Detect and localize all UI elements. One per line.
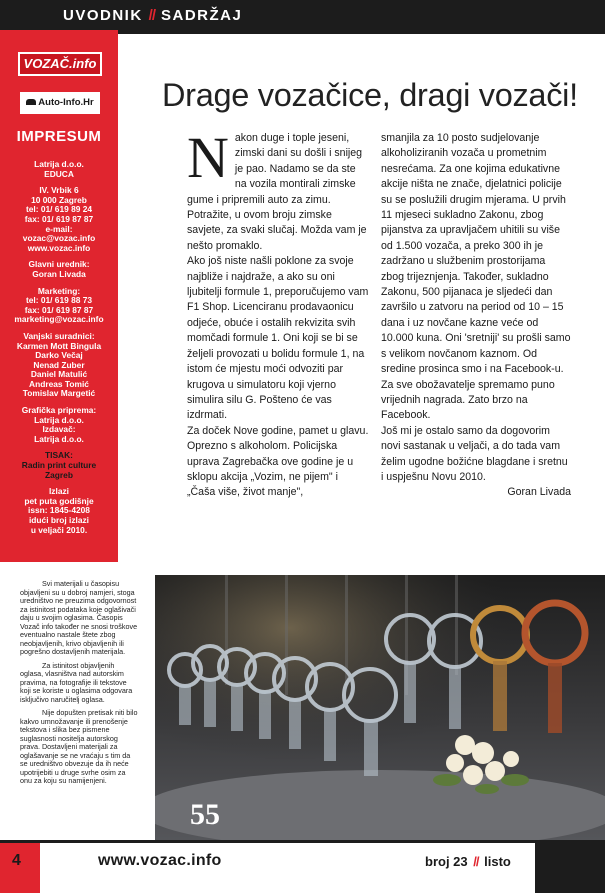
article-paragraph: smanjila za 10 posto sudjelovanje alkoholiziranih vozača u prometnim nesrećama. Za one kojima edukativne akcije ništa ne znače, djelatnici policije su se poslužili drugim mjerama. U prvih 11 mjeseci sukladno Zakonu, zbog pijanstva za upravljačem uhitili su više od 1.500 vozača, a preko 300 ih je zadržano u službenim prostorijama zbog trijeznjenja. Također, sukladno Zakonu, 500 pijanaca je sljedeći dan završilo u zatvoru na period od 10 – 15 dana i uz novčane kazne veće od 10.000 kuna. Oni 'sretniji' su prošli samo s velikom novčanom kaznom. Od sredine prosinca smo i na Facebook-u. Za sve obožavatelje spremamo puno vrijednih nagrada. Zato brzo na Facebook. [381,132,571,422]
impresum-line: IV. Vrbik 6 [39,185,79,196]
impresum-line: Vanjski suradnici: [23,330,95,341]
disclaimer [20,580,138,791]
footer-issue-month: listo [484,854,511,869]
impresum-line: Darko Večaj [35,350,83,361]
impresum-line: tel: 01/ 619 88 73 [25,295,93,306]
impresum-line: issn: 1845-4208 [28,505,90,516]
footer-dark-bar [535,843,605,893]
impresum-line: fax: 01/ 619 87 87 [24,213,94,224]
drop-cap: N [187,125,229,190]
article-paragraph: Za doček Nove godine, pamet u glavu. Oprezno s alkoholom. Policijska uprava Zagrebačka ove godine je u sklopu akcija „Vozim, ne pijem" i „Čaša više, život manje", [187,424,369,499]
impresum-line: Nenad Zuber [33,359,85,370]
article-paragraph: Ako još niste našli poklone za svoje najbliže i najdraže, a ako su oni ljubitelji formule 1, preporučujemo vam F1 Shop. Licenciranu prodavaonicu odjeće, obuće i ostalih rekvizita svih momčadi formule 1. Oni koji se bi se željeli provozati u bolidu formule 1, na istom će mjestu moći odvoziti par krugova u simulatoru koji vjerno simulira silu G. Pošteno će vas izdrmati. [187,255,369,422]
impresum-line: Latrija d.o.o. [34,433,84,444]
car-icon [26,99,36,105]
autoinfo-logo [20,92,100,114]
article-title: Drage vozačice, dragi vozači! [162,77,578,113]
impresum-line: TISAK: [45,450,73,461]
issue-number-overlay: 55 [190,798,220,831]
impresum-heading: IMPRESUM [16,128,102,145]
footer-issue [425,854,511,869]
impresum-block [4,160,114,179]
impresum-line: Tomislav Margetić [22,388,96,399]
article-paragraph: akon duge i tople jeseni, zimski dani su došli i snijeg je pao. Nadamo se da ste na vozila montirali zimske gume i pripremili auto za zimu. Potražite, u ovom broju zimske savjete, za svaki slučaj. Možda vam je nešto promaklo. [187,132,367,252]
impresum-line: Latrija d.o.o. [34,414,84,425]
impresum-line: Izdavač: [42,424,76,435]
section-title [63,7,242,24]
impresum-block [4,186,114,253]
impresum-line: Latrija d.o.o. [34,159,84,169]
impresum-line: Zagreb [45,469,73,480]
section-label-sadrzaj: SADRŽAJ [161,7,243,24]
impresum-block [4,332,114,399]
impresum-line: tel: 01/ 619 89 24 [25,204,93,215]
impresum-line: Goran Livada [32,268,86,279]
impresum-line: Radin print culture [21,460,97,471]
article-column-2 [381,131,571,501]
footer-separator: // [473,854,479,869]
impresum-line: Glavni urednik: [28,259,90,270]
trophies-photo-illustration [155,575,605,840]
impresum-line: u veljači 2010. [30,524,88,535]
impresum-line: vozac@vozac.info [22,233,96,244]
impresum-line: EDUCA [44,168,74,179]
page-number: 4 [12,852,21,869]
impresum-block [4,260,114,279]
autoinfo-logo-text: Auto-Info.Hr [38,97,94,108]
footer-issue-number: broj 23 [425,854,468,869]
disclaimer-paragraph: Za istinitost objavljenih oglasa, vlasništva nad autorskim pravima, na fotografije ili tekstove koji se koriste u oglasima odgovara isključivo naručitelj oglasa. [20,660,133,704]
article-signature: Goran Livada [507,486,571,499]
impresum-line: idući broj izlazi [28,515,90,525]
impresum-line: Grafička priprema: [21,405,97,416]
disclaimer-paragraph: Nije dopušten pretisak niti bilo kakvo umnožavanje ili prenošenje tekstova i slika bez pismene suglasnosti nositelja autorskog prava. Dostavljeni materijali za oglašavanje se ne vraćaju s tim da se uredništvo obvezuje da ih neće upotrijebiti u druge svrhe osim za onu za koju su namijenjeni. [20,708,138,785]
impresum-line: 10 000 Zagreb [31,194,87,205]
impresum-details [4,160,114,542]
impresum-line: e-mail: [45,223,73,234]
impresum-line: Andreas Tomić [29,378,89,389]
impresum-block [4,487,114,535]
footer-url-link[interactable]: www.vozac.info [98,852,222,869]
impresum-line: Daniel Matulić [30,369,88,380]
impresum-block [4,406,114,444]
article-paragraph: Još mi je ostalo samo da dogovorim novi sastanak u veljači, a do tada vam želim ugodne božićne blagdane i sretnu i uspješnu Novu 2010. [381,424,568,483]
footer-rule [0,840,605,843]
impresum-block [4,451,114,480]
impresum-line: www.vozac.info [27,242,91,253]
section-label-uvodnik: UVODNIK [63,7,143,24]
vozac-logo: VOZAČ.info [18,52,102,76]
impresum-line: Izlazi [48,486,69,497]
impresum-line: Karmen Mott Bingula [16,340,102,351]
impresum-line: fax: 01/ 619 87 87 [24,304,94,315]
section-separator: // [148,7,156,24]
disclaimer-paragraph: Svi materijali u časopisu objavljeni su u dobroj namjeri, stoga uredništvo ne preuzima odgovornost za istinitost podataka koje oglašivači daju u svojim oglasima. Časopis Vozač info također ne snosi troškove eventualno nastale štete zbog neobjavljenih, krivo objavljenih ili pogrešno dostavljenih materijala. [20,579,138,656]
impresum-line: Marketing: [37,285,81,296]
impresum-line: pet puta godišnje [24,495,94,506]
article-column-1 [187,125,369,501]
trophies-photo [155,575,605,840]
impresum-line: marketing@vozac.info [14,314,104,325]
impresum-block [4,287,114,325]
